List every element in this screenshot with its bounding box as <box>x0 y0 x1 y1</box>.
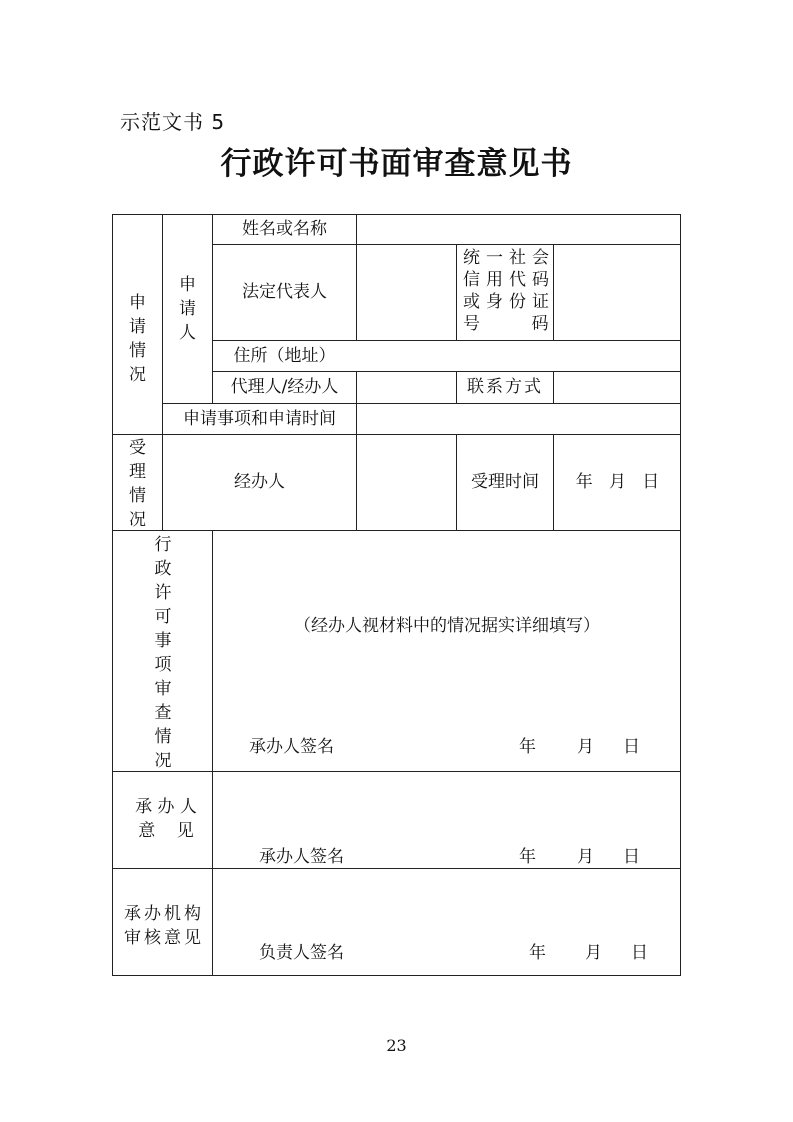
agent-value[interactable] <box>357 372 456 403</box>
applicant-section-label: 申 请 情 况 <box>129 293 146 385</box>
row-line <box>113 530 681 531</box>
acceptance-date[interactable]: 年 月 日 <box>575 472 660 492</box>
agent-label: 代理人/经办人 <box>230 377 339 397</box>
review-opinion-table <box>112 214 681 976</box>
review-month: 月 <box>577 736 594 757</box>
handler-day: 日 <box>623 846 640 867</box>
address-label: 住所（地址） <box>233 345 336 366</box>
handler-month: 月 <box>577 846 594 867</box>
name-label: 姓名或名称 <box>242 219 327 239</box>
handler-year: 年 <box>519 846 536 867</box>
contact-label: 联系方式 <box>467 377 543 397</box>
handler-label: 经办人 <box>234 472 285 492</box>
handler-value[interactable] <box>357 435 456 530</box>
review-section-label: 行 政 许 可 事 项 审 查 情 况 <box>154 535 172 771</box>
acceptance-time-label: 受理时间 <box>471 472 539 492</box>
acceptance-section-label: 受 理 情 况 <box>129 438 146 530</box>
review-year: 年 <box>519 736 536 757</box>
column-line <box>212 530 213 976</box>
document-title: 行政许可书面审查意见书 <box>220 146 573 182</box>
row-line <box>113 868 681 869</box>
handler-opinion-label: 承 办 人 意 见 <box>135 797 197 841</box>
org-opinion-label: 承办机构 审核意见 <box>124 904 204 948</box>
org-signature-label: 负责人签名 <box>259 942 344 963</box>
legal-rep-label: 法定代表人 <box>242 282 327 302</box>
org-year: 年 <box>529 942 546 963</box>
column-line <box>456 244 457 341</box>
org-month: 月 <box>585 942 602 963</box>
name-value[interactable] <box>357 215 681 244</box>
matter-label: 申请事项和申请时间 <box>183 408 336 429</box>
address-value[interactable] <box>357 341 681 371</box>
document-label: 示范文书 5 <box>120 110 226 134</box>
handler-signature-label: 承办人签名 <box>259 846 344 867</box>
legal-rep-value[interactable] <box>357 245 456 340</box>
org-day: 日 <box>631 942 648 963</box>
page-number: 23 <box>386 1036 407 1055</box>
review-day: 日 <box>623 736 640 757</box>
review-signature-label: 承办人签名 <box>249 736 334 757</box>
credit-code-label: 统一社会 信用代码 或身份证 号 码 <box>463 248 555 334</box>
applicant-sub-label: 申 请 人 <box>179 275 196 343</box>
contact-value[interactable] <box>554 372 681 403</box>
credit-code-value[interactable] <box>554 245 681 340</box>
review-instruction: （经办人视材料中的情况据实详细填写） <box>294 615 600 636</box>
matter-value[interactable] <box>357 404 681 434</box>
